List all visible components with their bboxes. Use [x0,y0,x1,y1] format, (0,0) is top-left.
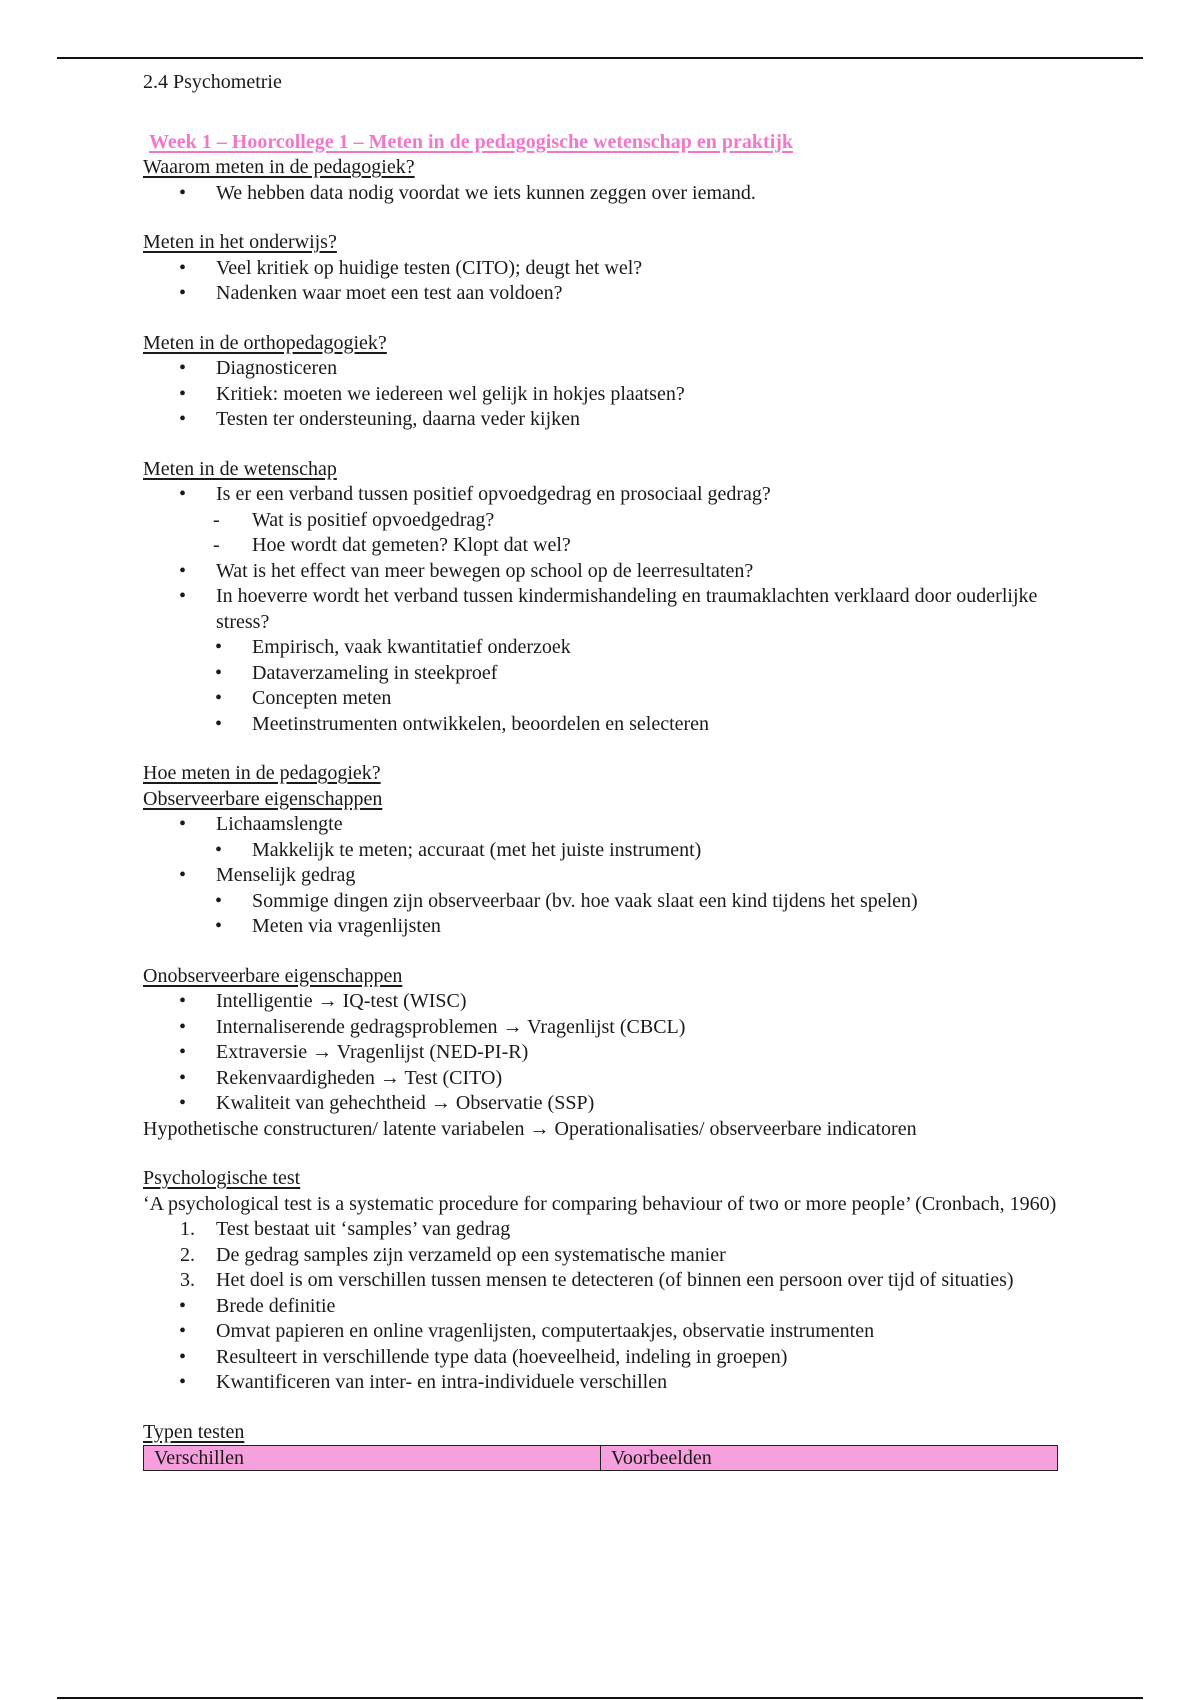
list-item-text: Internaliserende gedragsproblemen → Vragenlijst (CBCL) [216,1015,686,1038]
bullet-marker: • [215,687,223,709]
quote-paragraph: ‘A psychological test is a systematic procedure for comparing behaviour of two or more people’ (Cronbach, 1960) [143,1192,1057,1215]
list-item-text: Kwantificeren van inter- en intra-individuele verschillen [216,1371,668,1393]
section-onderwijs [143,230,1063,307]
page-bottom-rule [57,1697,1143,1699]
list-item [143,889,1063,915]
list-item-text: Lichaamslengte [216,813,343,835]
list-item-text: Makkelijk te meten; accuraat (met het juiste instrument) [252,838,702,861]
list-item [143,508,1063,534]
list-item-text: Sommige dingen zijn observeerbaar (bv. hoe vaak slaat een kind tijdens het spelen) [252,889,918,912]
bullet-marker: • [179,1041,187,1063]
list-item [143,1066,1063,1092]
list-item-text: Kritiek: moeten we iedereen wel gelijk in hokjes plaatsen? [216,382,685,405]
section-orthopedagogiek [143,331,1063,433]
number-marker: 2. [180,1243,195,1266]
section-heading: Hoe meten in de pedagogiek? [143,762,381,784]
list-item-text: We hebben data nodig voordat we iets kunnen zeggen over iemand. [216,181,756,204]
list-item [143,584,1063,635]
bullet-marker: • [179,181,187,204]
bullet-marker: • [179,1015,187,1038]
list-item-text: Rekenvaardigheden → Test (CITO) [216,1066,503,1089]
dash-marker: - [213,534,220,556]
bullet-marker: • [179,408,187,430]
section-heading: Meten in de orthopedagogiek? [143,331,387,354]
list-item [143,661,1063,687]
list-item [143,635,1063,661]
bullet-marker: • [179,357,187,379]
bullet-marker: • [215,889,223,912]
bullet-marker: • [179,1320,187,1342]
dash-marker: - [213,508,220,531]
section-subheading: Observeerbare eigenschappen [143,787,383,810]
bullet-marker: • [179,256,187,279]
number-marker: 3. [180,1269,195,1291]
list-item-text: Veel kritiek op huidige testen (CITO); deugt het wel? [216,256,643,279]
summary-line: Hypothetische constructuren/ latente variabelen → Operationalisaties/ observeerbare indicatoren [143,1117,917,1140]
list-item [143,482,1063,508]
bullet-marker: • [179,1371,187,1393]
bullet-marker: • [179,1294,187,1317]
list-item [143,533,1063,559]
section-heading: Meten in het onderwijs? [143,231,337,253]
list-item-text: Test bestaat uit ‘samples’ van gedrag [216,1218,511,1240]
list-item [143,1319,1063,1345]
list-item-text: Wat is het effect van meer bewegen op school op de leerresultaten? [216,559,754,582]
list-item-text: Resulteert in verschillende type data (hoeveelheid, indeling in groepen) [216,1345,788,1368]
section-hoe-meten [143,761,1063,940]
bullet-marker: • [215,838,223,861]
page-top-rule [57,57,1143,59]
list-item [143,1268,1063,1294]
list-item [143,1040,1063,1066]
list-item-text: Wat is positief opvoedgedrag? [252,508,495,531]
section-wetenschap [143,457,1063,738]
table-header-cell: Voorbeelden [601,1446,1058,1471]
document-header-title: 2.4 Psychometrie [143,71,282,93]
section-onobserveerbare [143,964,1063,1143]
document-page [143,70,1063,1471]
list-item [143,382,1063,408]
section-heading: Typen testen [143,1420,245,1443]
list-item-text: Hoe wordt dat gemeten? Klopt dat wel? [252,534,571,556]
list-item [143,863,1063,889]
list-item [143,407,1063,433]
bullet-list [143,256,1063,307]
list-item-text: Brede definitie [216,1294,336,1317]
list-item [143,1243,1063,1269]
bullet-list [143,356,1063,433]
list-item-text: Intelligentie → IQ-test (WISC) [216,990,467,1012]
section-psychologische-test [143,1166,1063,1396]
list-item [143,1091,1063,1117]
list-item-text: Menselijk gedrag [216,864,356,886]
list-item-text: Testen ter ondersteuning, daarna veder kijken [216,408,581,430]
list-item [143,712,1063,738]
numbered-list [143,1217,1063,1294]
table-header-cell: Verschillen [144,1446,601,1471]
list-item-text: Meten via vragenlijsten [252,915,441,937]
list-item [143,181,1063,207]
bullet-list [143,812,1063,940]
list-item [143,1217,1063,1243]
bullet-marker: • [215,636,223,658]
section-heading: Waarom meten in de pedagogiek? [143,156,415,178]
bullet-marker: • [179,1066,187,1089]
bullet-marker: • [215,712,223,735]
list-item [143,559,1063,585]
bullet-marker: • [179,813,187,835]
bullet-marker: • [179,1092,187,1114]
list-item-text: Omvat papieren en online vragenlijsten, computertaakjes, observatie instrumenten [216,1320,875,1342]
list-item-text: Dataverzameling in steekproef [252,661,498,684]
list-item [143,838,1063,864]
list-item-text: Extraversie → Vragenlijst (NED-PI-R) [216,1041,529,1063]
list-item-text: Diagnosticeren [216,357,338,379]
list-item [143,1015,1063,1041]
list-item-text: Meetinstrumenten ontwikkelen, beoordelen en selecteren [252,712,710,735]
list-item [143,914,1063,940]
list-item-text: In hoeverre wordt het verband tussen kindermishandeling en traumaklachten verklaard door ouderlijke stress? [216,585,1038,633]
number-marker: 1. [180,1218,195,1240]
bullet-marker: • [215,915,223,937]
list-item-text: Het doel is om verschillen tussen mensen te detecteren (of binnen een persoon over tijd of situaties) [216,1269,1014,1291]
list-item-text: De gedrag samples zijn verzameld op een systematische manier [216,1243,726,1266]
types-table [143,1445,1058,1471]
list-item [143,812,1063,838]
section-heading: Onobserveerbare eigenschappen [143,964,403,987]
list-item-text: Is er een verband tussen positief opvoedgedrag en prosociaal gedrag? [216,483,771,505]
bullet-marker: • [179,559,187,582]
list-item-text: Concepten meten [252,687,392,709]
bullet-marker: • [179,282,187,304]
section-typen-testen [143,1420,1063,1472]
list-item-text: Kwaliteit van gehechtheid → Observatie (SSP) [216,1092,595,1114]
bullet-list [143,989,1063,1117]
list-item [143,1294,1063,1320]
bullet-marker: • [179,990,187,1012]
bullet-marker: • [215,661,223,684]
list-item [143,281,1063,307]
list-item [143,686,1063,712]
table-header-row [144,1446,1058,1471]
list-item [143,356,1063,382]
bullet-list [143,181,1063,207]
bullet-marker: • [179,483,187,505]
bullet-marker: • [179,382,187,405]
list-item [143,1370,1063,1396]
bullet-marker: • [179,585,187,607]
section-waarom [143,155,1063,206]
bullet-marker: • [179,1345,187,1368]
list-item [143,989,1063,1015]
list-item-text: Nadenken waar moet een test aan voldoen? [216,282,563,304]
section-heading: Psychologische test [143,1167,301,1189]
bullet-list [143,482,1063,737]
list-item [143,1345,1063,1371]
bullet-list [143,1294,1063,1396]
list-item [143,256,1063,282]
list-item-text: Empirisch, vaak kwantitatief onderzoek [252,636,571,658]
bullet-marker: • [179,864,187,886]
section-heading: Meten in de wetenschap [143,457,337,480]
week-heading: Week 1 – Hoorcollege 1 – Meten in de pedagogische wetenschap en praktijk [149,130,794,153]
